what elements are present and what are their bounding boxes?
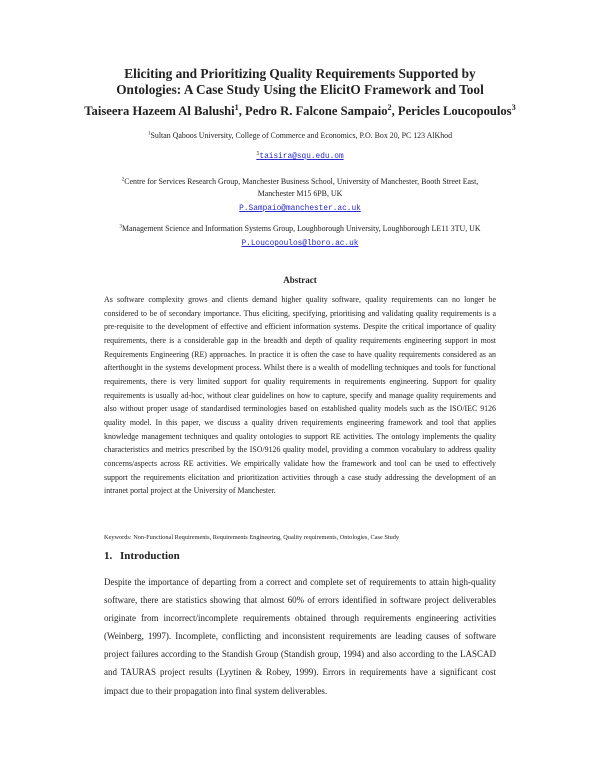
email-2-row: [100, 205, 500, 213]
author-sup: 2: [387, 102, 392, 112]
email-3-row: [100, 240, 500, 248]
paper-title: [60, 66, 540, 98]
author-sup: 1: [234, 102, 239, 112]
affiliation-1: [100, 130, 500, 142]
author-sup: 3: [511, 102, 516, 112]
affiliation-text: Centre for Services Research Group, Manchester Business School, University of Manchester, Booth Street East,: [124, 177, 479, 186]
affiliation-text: Sultan Qaboos University, College of Commerce and Economics, P.O. Box 20, PC 123 AlKhod: [150, 131, 453, 140]
affiliation-sup: 1: [147, 130, 151, 137]
abstract-body: As software complexity grows and clients demand higher quality software, quality requirements can no longer be considered to be of secondary importance. Thus eliciting, specifying, prioritising and validating quality requirements is a pre-requisite to the development of effective and efficient information systems. Despite the critical importance of quality requirements, there is a considerable gap in the breadth and depth of quality requirements engineering support in most Requirements Engineering (RE) approaches. In practice it is often the case to have quality requirements considered as an afterthought in the systems development process. Whilst there is a wealth of modelling techniques and tools for functional requirements, there is very limited support for quality requirements in requirements engineering. Support for quality requirements is usually ad-hoc, without clear guidelines on how to capture, specify and manage quality requirements and also without proper usage of standardised terminologies based on established quality models such as the ISO/IEC 9126 quality model. In this paper, we discuss a quality driven requirements engineering framework and tool that applies knowledge management techniques and quality ontologies to support RE activities. The ontology implements the quality characteristics and metrics prescribed by the ISO/9126 quality model, providing a common vocabulary to address quality concerns/aspects across RE activities. We empirically validate how the framework and tool can be used to effectively support the requirements elicitation and prioritization activities through a case study addressing the development of an intranet portal project at the University of Manchester.: [104, 295, 496, 496]
section-heading-introduction: [104, 550, 180, 562]
author-name: Taiseera Hazeem Al Balushi: [84, 104, 235, 118]
abstract-heading: Abstract: [283, 275, 317, 285]
email-sup: 1: [256, 150, 260, 157]
email-link-3[interactable]: P.Loucopoulos@lboro.ac.uk: [241, 240, 359, 248]
section-title: Introduction: [120, 550, 180, 562]
affiliation-2: [100, 176, 500, 199]
author-name: Pericles Loucopoulos: [397, 104, 512, 118]
affiliation-sup: 3: [119, 223, 122, 230]
email-1-row: [100, 150, 500, 161]
affiliation-text-line2: Manchester M15 6PB, UK: [257, 188, 343, 198]
affiliation-text: Management Science and Information Systems Group, Loughborough University, Loughborough LE11 3TU, UK: [121, 224, 481, 233]
keywords: Keywords: Non-Functional Requirements, Requirements Engineering, Quality requirements, Ontologies, Case Study: [104, 534, 400, 541]
introduction-body: Despite the importance of departing from a correct and complete set of requirements to attain high-quality software, there are statistics showing that almost 60% of errors identified in software project deliverables originate from incorrect/incomplete requirements obtained through requirements engineering activities (Weinberg, 1997). Incomplete, conflicting and inconsistent requirements are leading causes of software project failures according to the Standish Group (Standish group, 1994) and also according to the LASCAD and TAURAS project results (Lyytinen & Robey, 1999). Errors in requirements have a significant cost impact due to their propagation into final system deliverables.: [104, 577, 496, 696]
affiliation-3: [100, 223, 500, 235]
email-link-1[interactable]: taisira@squ.edu.om: [259, 153, 344, 161]
section-number: 1.: [104, 550, 113, 562]
affiliation-sup: 2: [121, 176, 125, 183]
author-name: Pedro R. Falcone Sampaio: [245, 104, 388, 118]
author-list: Taiseera Hazeem Al Balushi$^1$, Pedro R. Falcone Sampaio$^2$, Pericles Loucopoulos$^3$: [84, 102, 516, 118]
title-line-1: Eliciting and Prioritizing Quality Requirements Supported by: [124, 66, 476, 81]
title-line-2: Ontologies: A Case Study Using the ElicitO Framework and Tool: [116, 82, 484, 97]
email-link-2[interactable]: P.Sampaio@manchester.ac.uk: [239, 205, 361, 213]
